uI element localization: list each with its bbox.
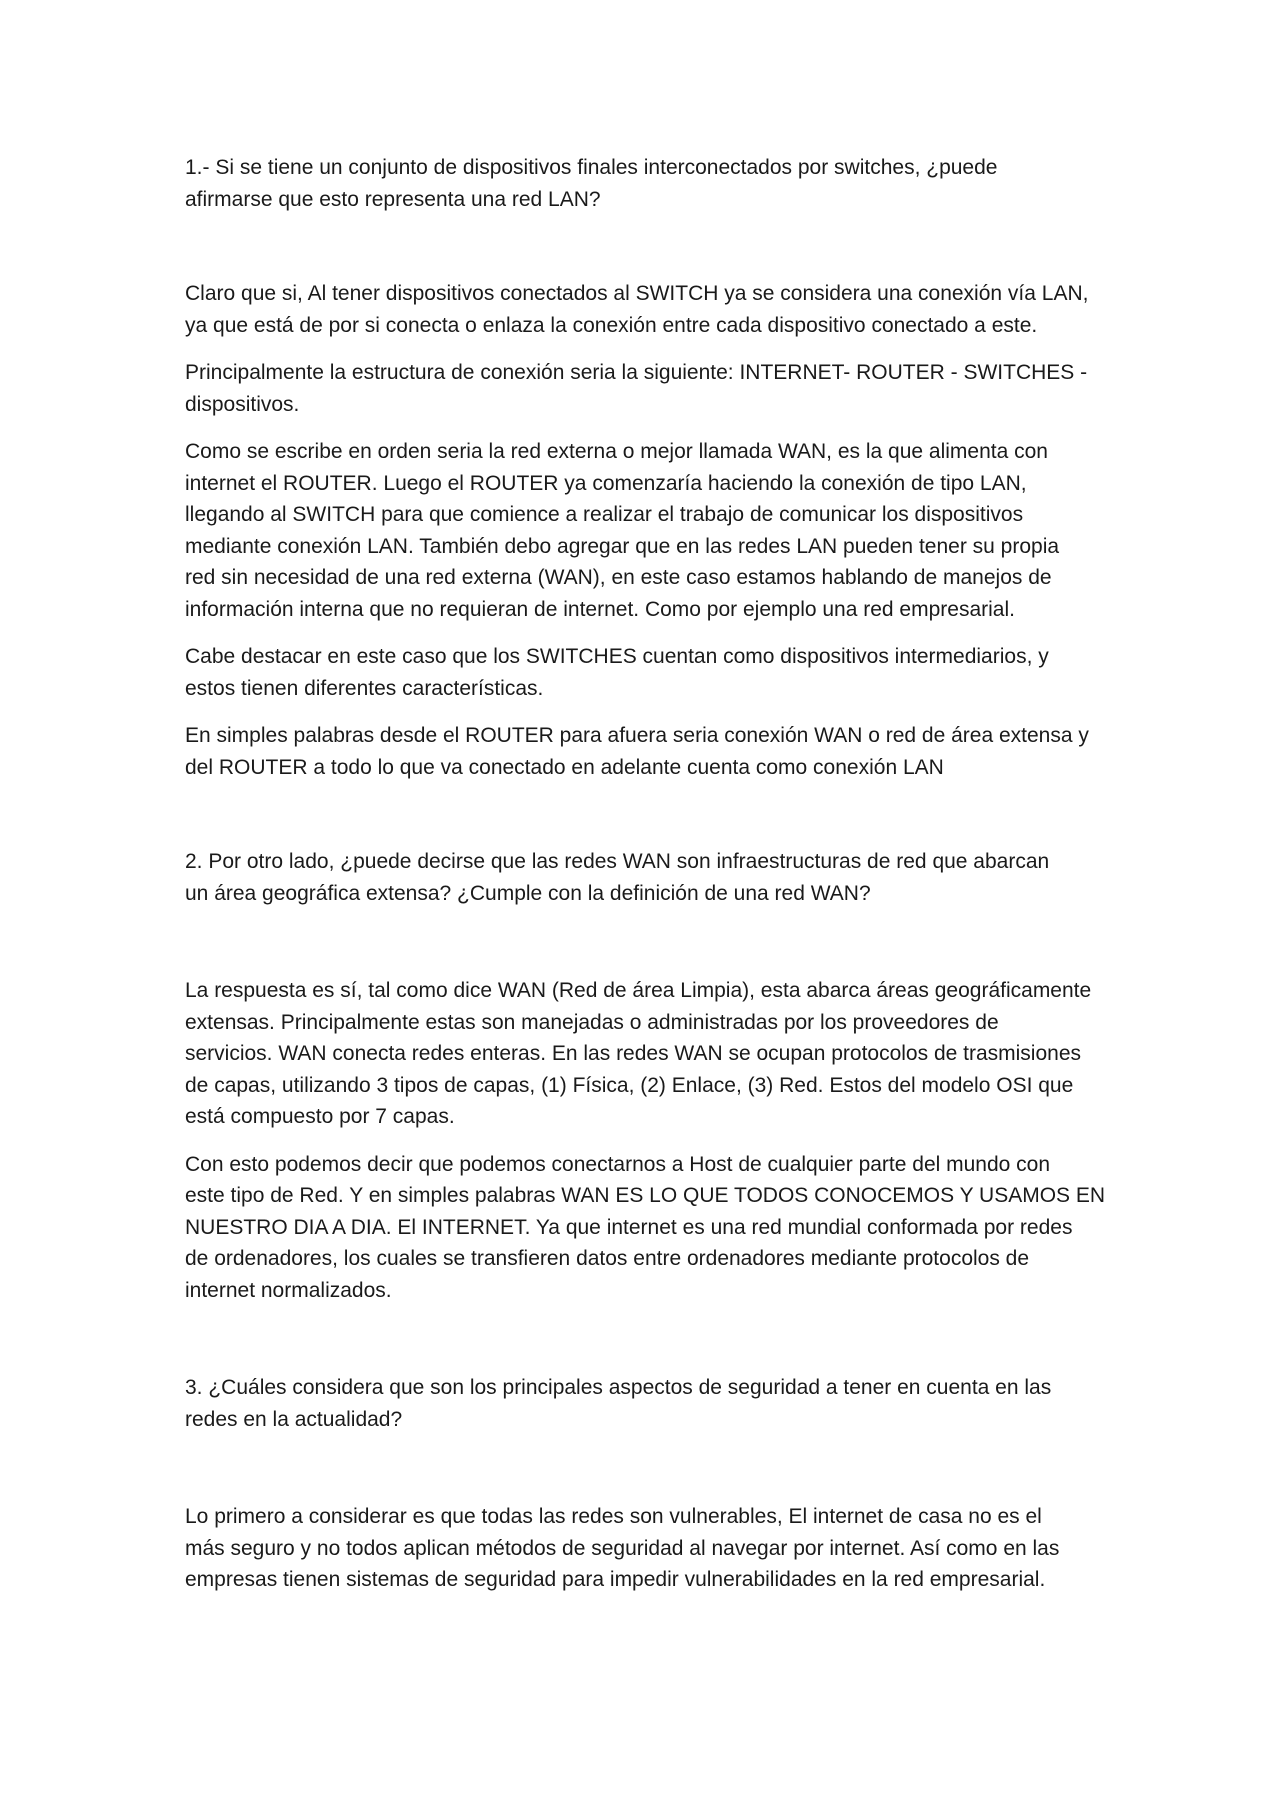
paragraph-line: dispositivos.: [185, 392, 300, 416]
answer-1-paragraph: [185, 278, 1105, 341]
paragraph-line: internet el ROUTER. Luego el ROUTER ya comenzaría haciendo la conexión de tipo LAN,: [185, 471, 1027, 495]
question-3-line: 3. ¿Cuáles considera que son los principales aspectos de seguridad a tener en cuenta en las: [185, 1376, 1052, 1399]
document-body: [185, 152, 1105, 1612]
answer-1-paragraph: [185, 641, 1105, 704]
answer-2-paragraph: [185, 1149, 1105, 1307]
paragraph-line: está compuesto por 7 capas.: [185, 1105, 455, 1128]
paragraph-line: de capas, utilizando 3 tipos de capas, (1) Física, (2) Enlace, (3) Red. Estos del modelo OSI que: [185, 1073, 1074, 1097]
question-3-line: redes en la actualidad?: [185, 1407, 403, 1431]
question-2: [185, 846, 1105, 909]
paragraph-line: del ROUTER a todo lo que va conectado en adelante cuenta como conexión LAN: [185, 755, 944, 779]
answer-1: [185, 278, 1105, 783]
answer-3-paragraph: [185, 1501, 1105, 1596]
paragraph-line: Con esto podemos decir que podemos conectarnos a Host de cualquier parte del mundo con: [185, 1152, 1051, 1176]
paragraph-line: La respuesta es sí, tal como dice WAN (Red de área Limpia), esta abarca áreas geográficamente: [185, 979, 1092, 1002]
paragraph-line: NUESTRO DIA A DIA. El INTERNET. Ya que internet es una red mundial conformada por redes: [185, 1215, 1073, 1239]
paragraph-line: red sin necesidad de una red externa (WAN), en este caso estamos hablando de manejos de: [185, 566, 1052, 589]
paragraph-line: Lo primero a considerar es que todas las redes son vulnerables, El internet de casa no es el: [185, 1505, 1042, 1528]
paragraph-line: llegando al SWITCH para que comience a realizar el trabajo de comunicar los dispositivos: [185, 503, 1024, 526]
question-1-line: 1.- Si se tiene un conjunto de dispositivos finales interconectados por switches, ¿puede: [185, 156, 998, 179]
question-1-line: afirmarse que esto representa una red LAN?: [185, 187, 601, 211]
paragraph-line: Principalmente la estructura de conexión seria la siguiente: INTERNET- ROUTER - SWITCHES -: [185, 361, 1088, 384]
paragraph-line: extensas. Principalmente estas son manejadas o administradas por los proveedores de: [185, 1010, 999, 1034]
paragraph-line: Cabe destacar en este caso que los SWITCHES cuentan como dispositivos intermediarios, y: [185, 645, 1049, 668]
question-3: [185, 1372, 1105, 1435]
paragraph-line: mediante conexión LAN. También debo agregar que en las redes LAN pueden tener su propia: [185, 534, 1060, 558]
answer-2: [185, 975, 1105, 1306]
answer-3: [185, 1501, 1105, 1596]
question-2-line: 2. Por otro lado, ¿puede decirse que las redes WAN son infraestructuras de red que abarcan: [185, 850, 1050, 873]
answer-1-paragraph: [185, 720, 1105, 783]
answer-1-paragraph: [185, 357, 1105, 420]
paragraph-line: más seguro y no todos aplican métodos de seguridad al navegar por internet. Así como en las: [185, 1536, 1060, 1560]
paragraph-line: estos tienen diferentes características.: [185, 676, 544, 700]
paragraph-line: Como se escribe en orden seria la red externa o mejor llamada WAN, es la que alimenta con: [185, 440, 1048, 463]
question-2-line: un área geográfica extensa? ¿Cumple con la definición de una red WAN?: [185, 881, 871, 905]
paragraph-line: información interna que no requieran de internet. Como por ejemplo una red empresarial.: [185, 597, 1015, 621]
paragraph-line: este tipo de Red. Y en simples palabras WAN ES LO QUE TODOS CONOCEMOS Y USAMOS EN: [185, 1184, 1106, 1207]
paragraph-line: Claro que si, Al tener dispositivos conectados al SWITCH ya se considera una conexión vía LAN,: [185, 282, 1089, 305]
paragraph-line: de ordenadores, los cuales se transfieren datos entre ordenadores mediante protocolos de: [185, 1247, 1030, 1270]
question-1: [185, 152, 1105, 215]
paragraph-line: empresas tienen sistemas de seguridad para impedir vulnerabilidades en la red empresarial.: [185, 1568, 1046, 1591]
paragraph-line: internet normalizados.: [185, 1278, 392, 1302]
answer-2-paragraph: [185, 975, 1105, 1133]
paragraph-line: servicios. WAN conecta redes enteras. En las redes WAN se ocupan protocolos de trasmisiones: [185, 1042, 1082, 1065]
answer-1-paragraph: [185, 436, 1105, 625]
paragraph-line: En simples palabras desde el ROUTER para afuera seria conexión WAN o red de área extensa y: [185, 724, 1089, 747]
paragraph-line: ya que está de por si conecta o enlaza la conexión entre cada dispositivo conectado a este.: [185, 313, 1038, 337]
